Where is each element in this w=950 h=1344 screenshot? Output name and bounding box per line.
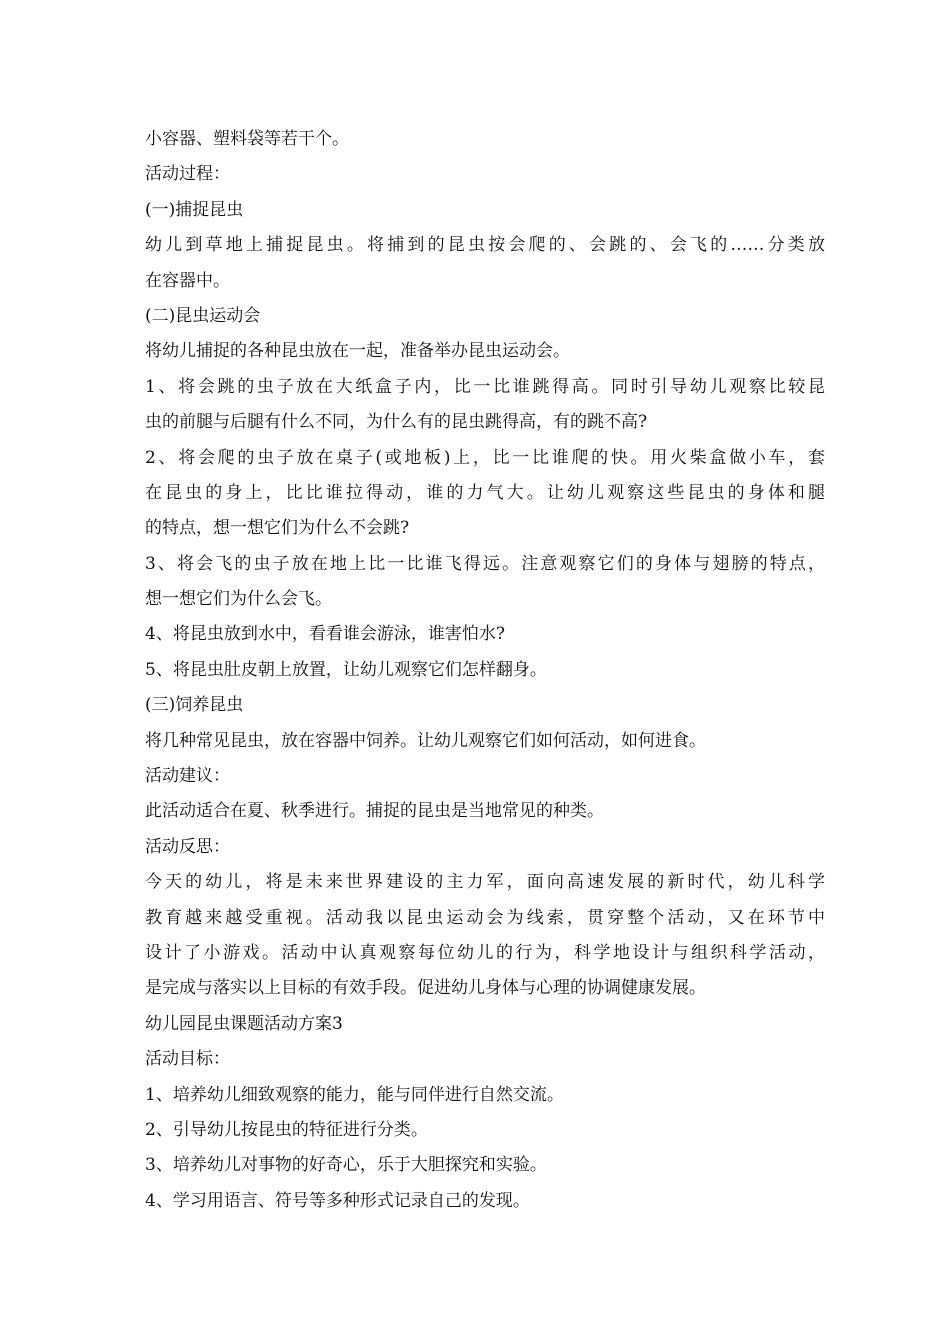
- text-line: 4、将昆虫放到水中，看看谁会游泳，谁害怕水?: [145, 624, 505, 645]
- text-line: 此活动适合在夏、秋季进行。捕捉的昆虫是当地常见的种类。: [145, 801, 604, 822]
- text-line: 想一想它们为什么会飞。: [145, 589, 332, 610]
- section-heading: 活动过程：: [145, 164, 230, 185]
- text-line: 3、培养幼儿对事物的好奇心，乐于大胆探究和实验。: [145, 1155, 547, 1176]
- text-line: 2、引导幼儿按昆虫的特征进行分类。: [145, 1119, 428, 1140]
- subsection-heading: (三)饲养昆虫: [145, 695, 244, 716]
- text-line: 教育越来越受重视。活动我以昆虫运动会为线索，贯穿整个活动，又在环节中: [145, 907, 825, 928]
- subsection-heading: (一)捕捉昆虫: [145, 199, 244, 220]
- document-body: [145, 122, 825, 1219]
- text-line: 小容器、塑料袋等若干个。: [145, 129, 349, 149]
- text-line: 是完成与落实以上目标的有效手段。促进幼儿身体与心理的协调健康发展。: [145, 978, 706, 999]
- subsection-heading: (二)昆虫运动会: [145, 305, 261, 326]
- section-heading: 活动反思：: [145, 836, 230, 857]
- text-line: 设计了小游戏。活动中认真观察每位幼儿的行为，科学地设计与组织科学活动，: [145, 942, 825, 963]
- text-line: 将幼儿捕捉的各种昆虫放在一起，准备举办昆虫运动会。: [145, 341, 570, 362]
- section-heading: 活动建议：: [145, 766, 230, 787]
- text-line: 1、将会跳的虫子放在大纸盒子内，比一比谁跳得高。同时引导幼儿观察比较昆: [145, 376, 825, 397]
- text-line: 2、将会爬的虫子放在桌子(或地板)上，比一比谁爬的快。用火柴盒做小车，套: [145, 447, 825, 468]
- text-line: 在容器中。: [145, 270, 230, 291]
- text-line: 将几种常见昆虫，放在容器中饲养。让幼儿观察它们如何活动，如何进食。: [145, 730, 706, 751]
- text-line: 虫的前腿与后腿有什么不同，为什么有的昆虫跳得高，有的跳不高?: [145, 412, 648, 433]
- text-line: 在昆虫的身上，比比谁拉得动，谁的力气大。让幼儿观察这些昆虫的身体和腿: [145, 482, 825, 503]
- section-heading: 活动目标：: [145, 1049, 230, 1070]
- text-line: 3、将会飞的虫子放在地上比一比谁飞得远。注意观察它们的身体与翅膀的特点，: [145, 553, 825, 574]
- document-title: 幼儿园昆虫课题活动方案3: [145, 1013, 343, 1034]
- text-line: 的特点，想一想它们为什么不会跳?: [145, 518, 410, 539]
- text-line: 5、将昆虫肚皮朝上放置，让幼儿观察它们怎样翻身。: [145, 659, 547, 680]
- text-line: 幼儿到草地上捕捉昆虫。将捕到的昆虫按会爬的、会跳的、会飞的……分类放: [145, 235, 825, 256]
- text-line: 今天的幼儿，将是未来世界建设的主力军，面向高速发展的新时代，幼儿科学: [145, 872, 825, 893]
- text-line: 1、培养幼儿细致观察的能力，能与同伴进行自然交流。: [145, 1084, 564, 1105]
- text-line: 4、学习用语言、符号等多种形式记录自己的发现。: [145, 1190, 530, 1211]
